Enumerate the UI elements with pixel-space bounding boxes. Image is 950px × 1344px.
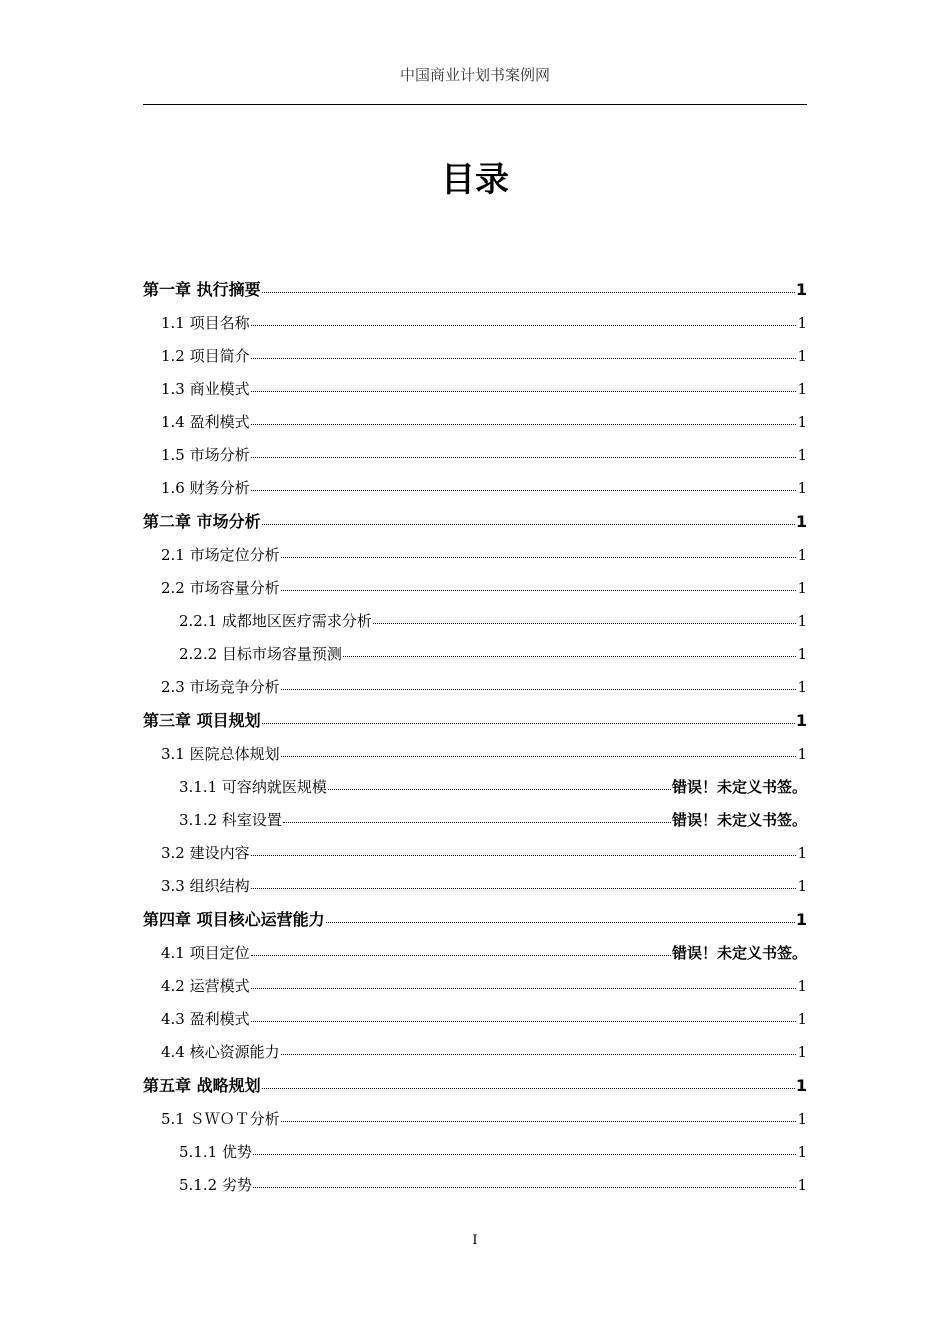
- toc-page-number: 1: [797, 645, 807, 663]
- toc-page-number: 1: [795, 512, 807, 531]
- toc-page-number: 1: [797, 1176, 807, 1194]
- toc-entry[interactable]: [143, 539, 807, 572]
- toc-page-number: 1: [797, 1010, 807, 1028]
- toc-dot-leader: [281, 676, 797, 691]
- toc-entry[interactable]: [143, 671, 807, 704]
- toc-entry[interactable]: [143, 472, 807, 505]
- toc-page-number: 1: [797, 844, 807, 862]
- toc-entry-title: 2.3 市场竞争分析: [161, 678, 280, 696]
- toc-entry-title: 5.1.2 劣势: [179, 1176, 252, 1194]
- toc-entry[interactable]: [143, 1069, 807, 1103]
- toc-entry-title: 2.2.2 目标市场容量预测: [179, 645, 342, 663]
- toc-entry-title: 5.1 ＳＷＯＴ分析: [161, 1110, 280, 1128]
- toc-dot-leader: [251, 975, 797, 990]
- toc-dot-leader: [281, 544, 797, 559]
- page-title: 目录: [441, 160, 509, 200]
- toc-entry-title: 第二章 市场分析: [143, 512, 261, 531]
- toc-entry[interactable]: [143, 738, 807, 771]
- toc-entry[interactable]: [143, 771, 807, 804]
- toc-dot-leader: [262, 1074, 795, 1089]
- toc-entry[interactable]: [143, 605, 807, 638]
- toc-dot-leader: [251, 477, 797, 492]
- toc-dot-leader: [281, 743, 797, 758]
- table-of-contents: [143, 273, 807, 1202]
- toc-entry[interactable]: [143, 970, 807, 1003]
- toc-entry-title: 第五章 战略规划: [143, 1076, 261, 1095]
- toc-dot-leader: [343, 643, 797, 658]
- toc-page-number: 1: [797, 1043, 807, 1061]
- toc-dot-leader: [251, 411, 797, 426]
- toc-entry[interactable]: [143, 1003, 807, 1036]
- toc-dot-leader: [328, 776, 671, 791]
- toc-dot-leader: [251, 875, 797, 890]
- toc-page-number: 1: [797, 745, 807, 763]
- toc-page-number: 1: [797, 446, 807, 464]
- toc-error-message: 错误！未定义书签。: [671, 944, 807, 962]
- toc-page-number: 1: [797, 612, 807, 630]
- toc-page-number: 1: [797, 877, 807, 895]
- toc-entry-title: 1.1 项目名称: [161, 314, 250, 332]
- toc-dot-leader: [251, 942, 671, 957]
- toc-entry[interactable]: [143, 1036, 807, 1069]
- toc-page-number: 1: [795, 711, 807, 730]
- toc-entry[interactable]: [143, 1103, 807, 1136]
- toc-dot-leader: [251, 444, 797, 459]
- toc-page-number: 1: [797, 380, 807, 398]
- toc-entry[interactable]: [143, 572, 807, 605]
- toc-page-number: 1: [795, 280, 807, 299]
- toc-entry-title: 3.1.1 可容纳就医规模: [179, 778, 327, 796]
- toc-entry-title: 1.3 商业模式: [161, 380, 250, 398]
- toc-page-number: 1: [797, 479, 807, 497]
- toc-page-number: 1: [797, 546, 807, 564]
- toc-entry-title: 4.3 盈利模式: [161, 1010, 250, 1028]
- toc-error-message: 错误！未定义书签。: [671, 811, 807, 829]
- toc-entry-title: 1.2 项目简介: [161, 347, 250, 365]
- toc-entry[interactable]: [143, 704, 807, 738]
- toc-dot-leader: [251, 842, 797, 857]
- toc-entry[interactable]: [143, 937, 807, 970]
- toc-dot-leader: [283, 809, 671, 824]
- toc-dot-leader: [251, 345, 797, 360]
- toc-entry[interactable]: [143, 505, 807, 539]
- toc-entry-title: 3.2 建设内容: [161, 844, 250, 862]
- toc-dot-leader: [262, 510, 795, 525]
- toc-entry[interactable]: [143, 1136, 807, 1169]
- toc-dot-leader: [262, 709, 795, 724]
- toc-dot-leader: [253, 1174, 797, 1189]
- toc-entry[interactable]: [143, 406, 807, 439]
- toc-error-message: 错误！未定义书签。: [671, 778, 807, 796]
- toc-page-number: 1: [795, 910, 807, 929]
- toc-dot-leader: [373, 610, 797, 625]
- toc-dot-leader: [281, 1108, 797, 1123]
- toc-page-number: 1: [797, 579, 807, 597]
- toc-dot-leader: [253, 1141, 797, 1156]
- toc-entry-title: 2.1 市场定位分析: [161, 546, 280, 564]
- toc-entry-title: 1.6 财务分析: [161, 479, 250, 497]
- toc-entry-title: 4.2 运营模式: [161, 977, 250, 995]
- toc-dot-leader: [251, 312, 797, 327]
- toc-entry-title: 1.5 市场分析: [161, 446, 250, 464]
- toc-dot-leader: [251, 1008, 797, 1023]
- toc-entry-title: 2.2.1 成都地区医疗需求分析: [179, 612, 372, 630]
- toc-entry-title: 第一章 执行摘要: [143, 280, 261, 299]
- toc-entry-title: 1.4 盈利模式: [161, 413, 250, 431]
- toc-page-number: 1: [797, 678, 807, 696]
- toc-entry-title: 3.1 医院总体规划: [161, 745, 280, 763]
- toc-dot-leader: [262, 278, 795, 293]
- toc-entry[interactable]: [143, 273, 807, 307]
- toc-entry-title: 第三章 项目规划: [143, 711, 261, 730]
- toc-dot-leader: [281, 1041, 797, 1056]
- page-number: I: [472, 1233, 478, 1248]
- header-divider: [143, 104, 807, 105]
- toc-entry-title: 3.3 组织结构: [161, 877, 250, 895]
- toc-entry[interactable]: [143, 638, 807, 671]
- toc-entry-title: 3.1.2 科室设置: [179, 811, 282, 829]
- toc-page-number: 1: [797, 977, 807, 995]
- toc-entry-title: 第四章 项目核心运营能力: [143, 910, 325, 929]
- toc-page-number: 1: [797, 347, 807, 365]
- toc-page-number: 1: [797, 1110, 807, 1128]
- toc-entry[interactable]: [143, 373, 807, 406]
- toc-page-number: 1: [797, 413, 807, 431]
- toc-page-number: 1: [797, 314, 807, 332]
- toc-entry[interactable]: [143, 903, 807, 937]
- toc-entry[interactable]: [143, 1169, 807, 1202]
- toc-entry[interactable]: [143, 870, 807, 903]
- toc-page-number: 1: [797, 1143, 807, 1161]
- toc-dot-leader: [251, 378, 797, 393]
- page-header: 中国商业计划书案例网: [399, 66, 550, 84]
- toc-entry[interactable]: [143, 340, 807, 373]
- toc-entry-title: 2.2 市场容量分析: [161, 579, 280, 597]
- toc-entry[interactable]: [143, 439, 807, 472]
- toc-dot-leader: [326, 908, 795, 923]
- toc-dot-leader: [281, 577, 797, 592]
- toc-entry-title: 4.4 核心资源能力: [161, 1043, 280, 1061]
- toc-entry-title: 4.1 项目定位: [161, 944, 250, 962]
- toc-page-number: 1: [795, 1076, 807, 1095]
- toc-entry[interactable]: [143, 804, 807, 837]
- toc-entry-title: 5.1.1 优势: [179, 1143, 252, 1161]
- toc-entry[interactable]: [143, 307, 807, 340]
- toc-entry[interactable]: [143, 837, 807, 870]
